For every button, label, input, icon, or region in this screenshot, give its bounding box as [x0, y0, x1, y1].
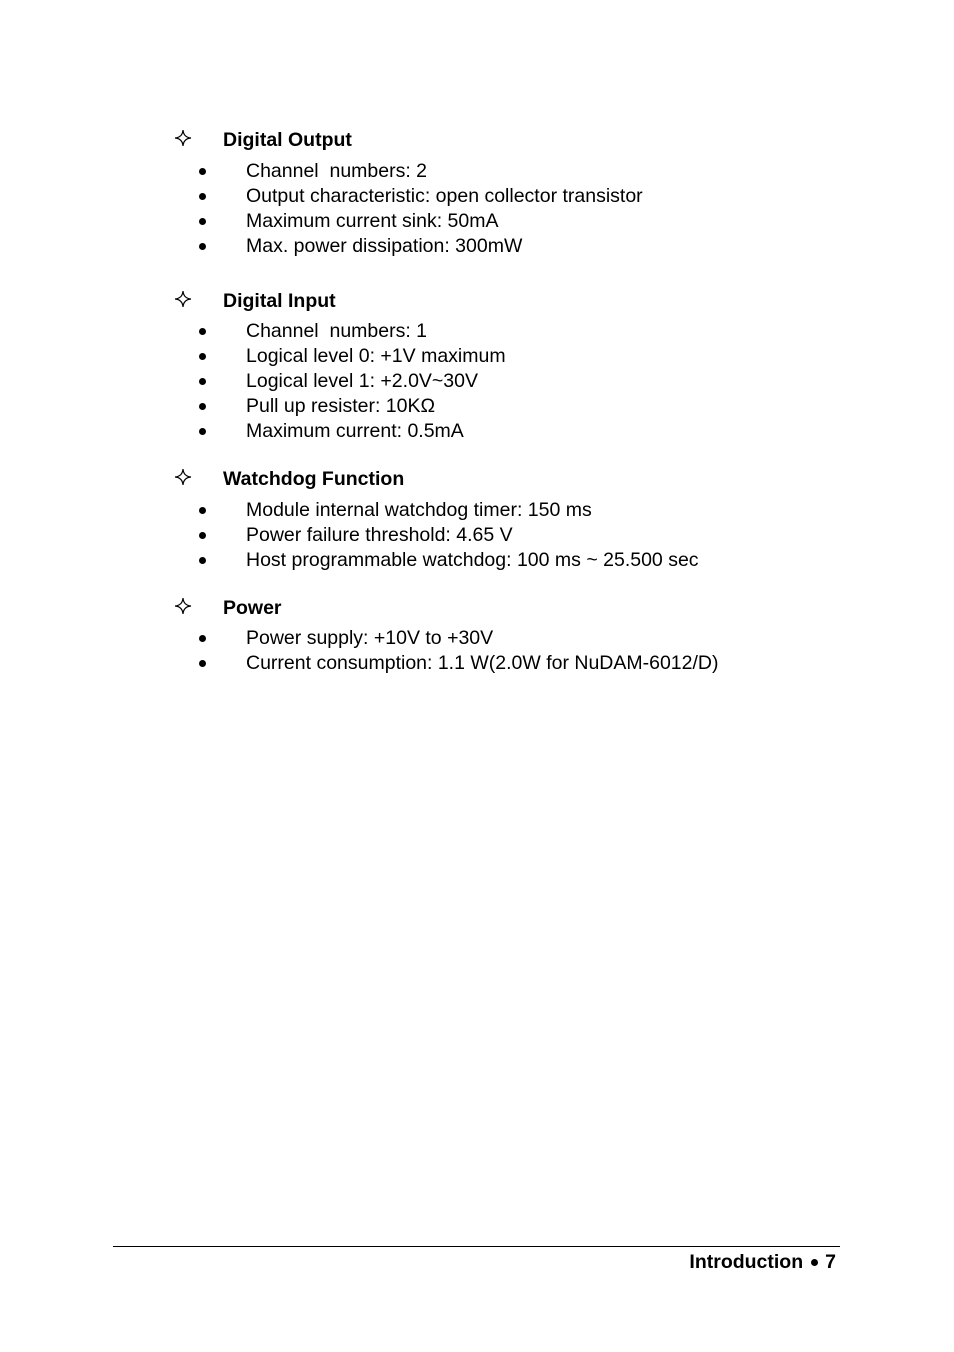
- diamond-bullet-icon: [173, 467, 193, 487]
- list-item-text: Current consumption: 1.1 W(2.0W for NuDAM-6012/D): [246, 652, 719, 674]
- list-item-text: Channel numbers: 1: [246, 320, 428, 342]
- section-heading: [0, 128, 954, 152]
- bullet-icon: [199, 243, 206, 250]
- section-title: Power: [223, 597, 282, 619]
- bullet-icon: [199, 660, 206, 667]
- list-item-text: Max. power dissipation: 300mW: [246, 235, 523, 257]
- bullet-icon: [199, 168, 206, 175]
- section-title: Watchdog Function: [223, 468, 405, 490]
- list-item: [0, 344, 954, 369]
- bullet-icon: [199, 635, 206, 642]
- footer-divider: [113, 1246, 840, 1247]
- page-number: 7: [825, 1251, 836, 1273]
- list-item: [0, 626, 954, 651]
- list-item-text: Power failure threshold: 4.65 V: [246, 524, 513, 546]
- bullet-icon: [199, 328, 206, 335]
- list-item-text: Module internal watchdog timer: 150 ms: [246, 499, 592, 521]
- bullet-icon: [199, 193, 206, 200]
- section-title: Digital Input: [223, 290, 336, 312]
- list-item: [0, 184, 954, 209]
- diamond-bullet-icon: [173, 289, 193, 309]
- diamond-bullet-icon: [173, 596, 193, 616]
- bullet-icon: [199, 532, 206, 539]
- list-item: [0, 651, 954, 676]
- footer-section-label: Introduction: [689, 1251, 804, 1273]
- list-item-text: Output characteristic: open collector transistor: [246, 185, 643, 207]
- list-item-text: Pull up resister: 10KΩ: [246, 395, 436, 417]
- list-item: [0, 523, 954, 548]
- list-item: [0, 498, 954, 523]
- list-item: [0, 548, 954, 573]
- list-item: [0, 209, 954, 234]
- section-heading: [0, 467, 954, 491]
- list-item-text: Channel numbers: 2: [246, 160, 428, 182]
- list-item-text: Power supply: +10V to +30V: [246, 627, 494, 649]
- list-item: [0, 369, 954, 394]
- bullet-icon: [199, 507, 206, 514]
- list-item-text: Host programmable watchdog: 100 ms ~ 25.500 sec: [246, 549, 699, 571]
- section-heading: [0, 596, 954, 620]
- list-item-text: Maximum current: 0.5mA: [246, 420, 464, 442]
- list-item-text: Logical level 0: +1V maximum: [246, 345, 506, 367]
- page-footer: [689, 1250, 836, 1274]
- list-item: [0, 319, 954, 344]
- list-item-text: Maximum current sink: 50mA: [246, 210, 499, 232]
- bullet-icon: [811, 1259, 818, 1266]
- list-item: [0, 234, 954, 259]
- bullet-icon: [199, 428, 206, 435]
- section-title: Digital Output: [223, 129, 352, 151]
- list-item: [0, 419, 954, 444]
- bullet-icon: [199, 403, 206, 410]
- bullet-icon: [199, 353, 206, 360]
- diamond-bullet-icon: [173, 128, 193, 148]
- section-heading: [0, 289, 954, 313]
- bullet-icon: [199, 218, 206, 225]
- list-item-text: Logical level 1: +2.0V~30V: [246, 370, 479, 392]
- bullet-icon: [199, 378, 206, 385]
- bullet-icon: [199, 557, 206, 564]
- list-item: [0, 394, 954, 419]
- list-item: [0, 159, 954, 184]
